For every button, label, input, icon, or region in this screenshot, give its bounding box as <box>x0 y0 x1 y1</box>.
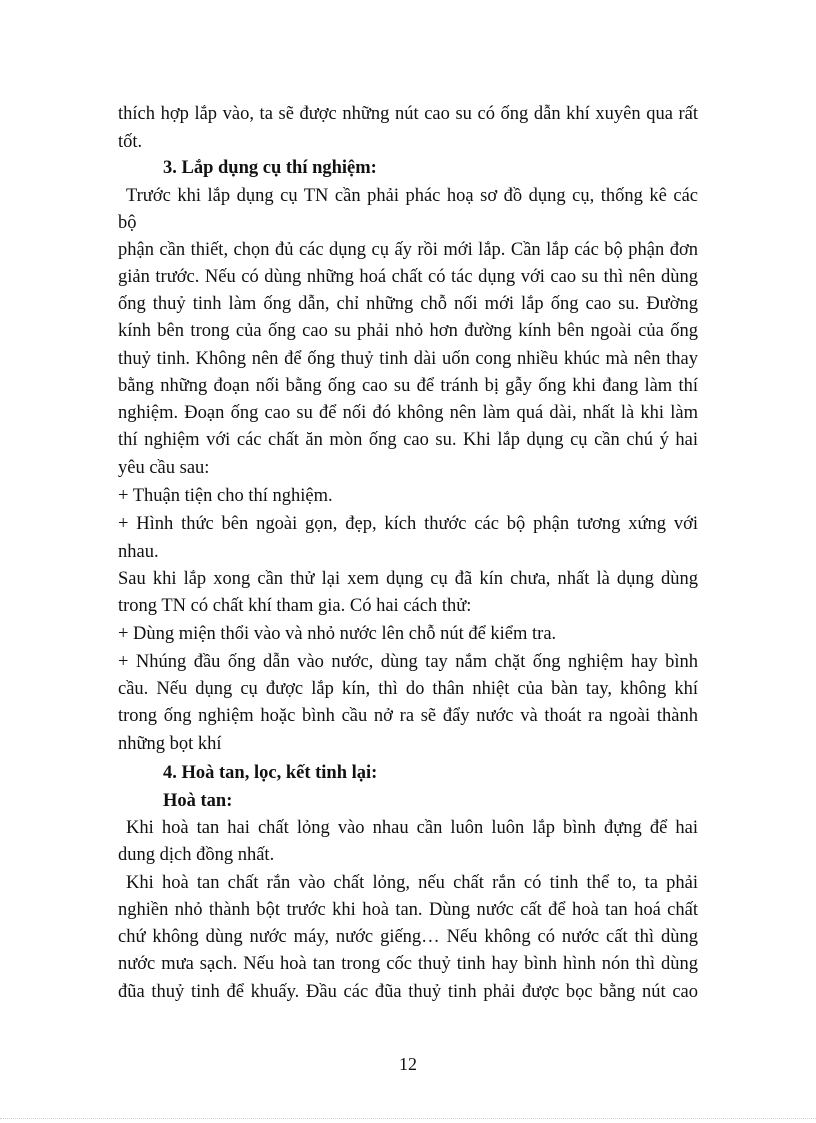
text-line: yêu cầu sau: <box>118 458 210 478</box>
bullet-item: + Hình thức bên ngoài gọn, đẹp, kích thước các bộ phận tương xứng với <box>118 514 698 534</box>
text-line: những bọt khí <box>118 734 222 754</box>
text-line: giản trước. Nếu có dùng những hoá chất có tác dụng với cao su thì nên dùng <box>118 267 698 287</box>
text-line: thuỷ tinh. Không nên để ống thuỷ tinh dài uốn cong nhiều khúc mà nên thay <box>118 349 698 369</box>
page-bottom-divider <box>0 1118 816 1119</box>
text-line: dung dịch đồng nhất. <box>118 845 275 865</box>
text-line: phận cần thiết, chọn đủ các dụng cụ ấy rồi mới lắp. Cần lắp các bộ phận đơn <box>118 240 698 260</box>
section-heading: 4. Hoà tan, lọc, kết tinh lại: <box>163 763 378 783</box>
text-line: nước mưa sạch. Nếu hoà tan trong cốc thuỷ tinh hay bình hình nón thì dùng <box>118 954 698 974</box>
text-line: Khi hoà tan hai chất lỏng vào nhau cần luôn luôn lắp bình đựng để hai <box>126 818 698 838</box>
text-line: bộ <box>118 213 137 233</box>
text-line: trong TN có chất khí tham gia. Có hai cách thử: <box>118 596 472 616</box>
text-line: đũa thuỷ tinh để khuấy. Đầu các đũa thuỷ tinh phải được bọc bằng nút cao <box>118 982 698 1002</box>
bullet-item: + Dùng miện thổi vào và nhỏ nước lên chỗ nút để kiểm tra. <box>118 624 557 644</box>
bullet-item: + Nhúng đầu ống dẫn vào nước, dùng tay nắm chặt ống nghiệm hay bình <box>118 652 698 672</box>
text-line: nghiền nhỏ thành bột trước khi hoà tan. Dùng nước cất để hoà tan hoá chất <box>118 900 698 920</box>
page-number: 12 <box>399 1054 417 1074</box>
text-line: Sau khi lắp xong cần thử lại xem dụng cụ đã kín chưa, nhất là dụng dùng <box>118 569 698 589</box>
text-line: cầu. Nếu dụng cụ được lắp kín, thì do thân nhiệt của bàn tay, không khí <box>118 679 698 699</box>
text-line: nhau. <box>118 542 159 562</box>
section-heading: 3. Lắp dụng cụ thí nghiệm: <box>163 158 377 178</box>
text-line: chứ không dùng nước máy, nước giếng… Nếu không có nước cất thì dùng <box>118 927 698 947</box>
text-line: ống thuỷ tinh làm ống dẫn, chỉ những chỗ nối mới lắp ống cao su. Đường <box>118 294 698 314</box>
text-line: tốt. <box>118 132 143 152</box>
text-line: bằng những đoạn nối bằng ống cao su để tránh bị gẫy ống khi đang làm thí <box>118 376 698 396</box>
bullet-item: + Thuận tiện cho thí nghiệm. <box>118 486 333 506</box>
text-line: kính bên trong của ống cao su phải nhỏ hơn đường kính bên ngoài của ống <box>118 321 698 341</box>
text-line: nghiệm. Đoạn ống cao su để nối đó không nên làm quá dài, nhất là khi làm <box>118 403 698 423</box>
text-line: Khi hoà tan chất rắn vào chất lỏng, nếu chất rắn có tinh thể to, ta phải <box>126 873 698 893</box>
subsection-heading: Hoà tan: <box>163 791 233 811</box>
text-line: thích hợp lắp vào, ta sẽ được những nút cao su có ống dẫn khí xuyên qua rất <box>118 104 698 124</box>
text-line: thí nghiệm với các chất ăn mòn ống cao su. Khi lắp dụng cụ cần chú ý hai <box>118 430 698 450</box>
text-line: Trước khi lắp dụng cụ TN cần phải phác hoạ sơ đồ dụng cụ, thống kê các <box>126 186 698 206</box>
text-line: trong ống nghiệm hoặc bình cầu nở ra sẽ đẩy nước và thoát ra ngoài thành <box>118 706 698 726</box>
